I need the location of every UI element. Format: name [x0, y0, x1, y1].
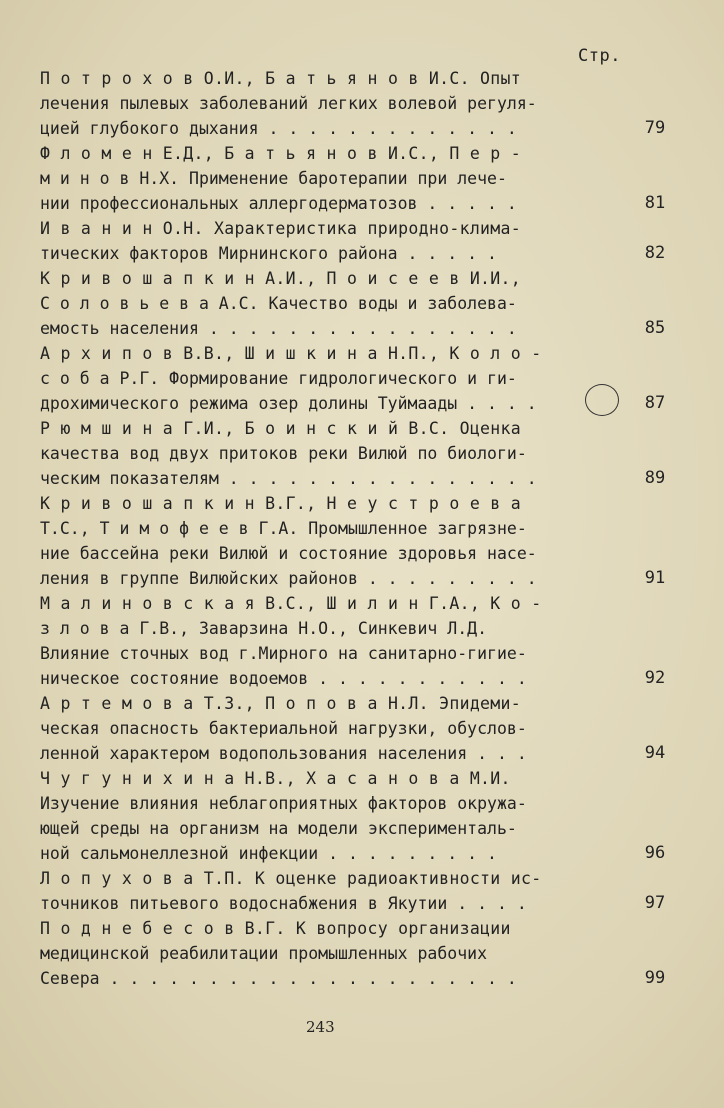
toc-entry-line: ническое состояние водоемов . . . . . . . . . . .	[40, 669, 527, 688]
toc-entry	[40, 691, 690, 766]
toc-entry-line: С о л о в ь е в а А.С. Качество воды и заболева-	[40, 294, 517, 313]
toc-entry-line: П о д н е б е с о в В.Г. К вопросу организации	[40, 919, 511, 938]
toc-entry-page: 91	[644, 568, 666, 588]
toc-entry	[40, 591, 690, 691]
toc-entry-line: лечения пылевых заболеваний легких волевой регуля-	[40, 94, 537, 113]
toc-entry-page: 89	[644, 468, 666, 488]
toc-entry-line: дрохимического режима озер долины Туймаады . . . .	[40, 394, 537, 413]
toc-entry-line: Т.С., Т и м о ф е е в Г.А. Промышленное загрязне-	[40, 519, 527, 538]
toc-entry-line: м и н о в Н.Х. Применение баротерапии при лече-	[40, 169, 507, 188]
toc-entry-line: нии профессиональных аллергодерматозов . . . . .	[40, 194, 517, 213]
toc-entry-line: цией глубокого дыхания . . . . . . . . . . . . .	[40, 119, 517, 138]
toc-entry	[40, 141, 690, 216]
toc-entry-page: 94	[644, 743, 666, 763]
toc-entry-line: П о т р о х о в О.И., Б а т ь я н о в И.С. Опыт	[40, 69, 521, 88]
toc-entry-line: А р х и п о в В.В., Ш и ш к и н а Н.П., К о л о -	[40, 344, 542, 363]
toc-entry-line: Р ю м ш и н а Г.И., Б о и н с к и й В.С. Оценка	[40, 419, 521, 438]
toc-entry-line: точников питьевого водоснабжения в Якутии . . . .	[40, 894, 527, 913]
toc-entry-line: з л о в а Г.В., Заварзина Н.О., Синкевич Л.Д.	[40, 619, 488, 638]
toc-entry	[40, 866, 690, 916]
toc-entry-line: медицинской реабилитации промышленных рабочих	[40, 944, 488, 963]
handwritten-circle-mark	[585, 384, 619, 416]
toc-entry-line: Ч у г у н и х и н а Н.В., Х а с а н о в а М.И.	[40, 769, 511, 788]
toc-entry-page: 92	[644, 668, 666, 688]
toc-entry-line: качества вод двух притоков реки Вилюй по биологи-	[40, 444, 527, 463]
toc-entry-line: тических факторов Мирнинского района . . . . .	[40, 244, 497, 263]
toc-entry-line: Изучение влияния неблагоприятных факторов окружа-	[40, 794, 527, 813]
toc-entry-line: М а л и н о в с к а я В.С., Ш и л и н Г.А., К о -	[40, 594, 542, 613]
toc-entry-line: К р и в о ш а п к и н А.И., П о и с е е в И.И.,	[40, 269, 521, 288]
toc-entry-line: ческим показателям . . . . . . . . . . . . . . . .	[40, 469, 537, 488]
toc-entry-page: 85	[644, 318, 666, 338]
toc-entry-line: Ф л о м е н Е.Д., Б а т ь я н о в И.С., П е р -	[40, 144, 521, 163]
pages-column-header: Стр.	[578, 46, 621, 66]
toc-entry-line: Влияние сточных вод г.Мирного на санитарно-гигие-	[40, 644, 527, 663]
toc-entry-page: 82	[644, 243, 666, 263]
toc-entry-page: 96	[644, 843, 666, 863]
toc-entry-page: 99	[644, 968, 666, 988]
toc-entry-line: А р т е м о в а Т.З., П о п о в а Н.Л. Эпидеми-	[40, 694, 521, 713]
toc-entry-page: 87	[644, 393, 666, 413]
toc-entry-line: К р и в о ш а п к и н В.Г., Н е у с т р о е в а	[40, 494, 521, 513]
toc-entry-line: ющей среды на организм на модели эксперименталь-	[40, 819, 517, 838]
toc-entry	[40, 916, 690, 991]
toc-entry-line: ленной характером водопользования населения . . .	[40, 744, 527, 763]
toc-entry-line: ной сальмонеллезной инфекции . . . . . . . . .	[40, 844, 497, 863]
toc-entry-line: ления в группе Вилюйских районов . . . . . . . . .	[40, 569, 537, 588]
toc-entry-line: ческая опасность бактериальной нагрузки, обуслов-	[40, 719, 527, 738]
toc-entry-line: ние бассейна реки Вилюй и состояние здоровья насе-	[40, 544, 537, 563]
toc-entry	[40, 66, 690, 141]
toc-entry-line: емость населения . . . . . . . . . . . . . . . .	[40, 319, 517, 338]
toc-entry-page: 97	[644, 893, 666, 913]
toc-entry-line: И в а н и н О.Н. Характеристика природно-клима-	[40, 219, 521, 238]
page-number: 243	[306, 1018, 335, 1036]
toc-entry-line: с о б а Р.Г. Формирование гидрологического и ги-	[40, 369, 517, 388]
toc-entry-line: Л о п у х о в а Т.П. К оценке радиоактивности ис-	[40, 869, 542, 888]
toc-entry	[40, 491, 690, 591]
toc-entry	[40, 416, 690, 491]
toc-entry-page: 79	[644, 118, 666, 138]
toc-entry-line: Севера . . . . . . . . . . . . . . . . . . . . .	[40, 969, 517, 988]
toc-entry	[40, 216, 690, 266]
toc-entry-page: 81	[644, 193, 666, 213]
toc-entry	[40, 766, 690, 866]
toc-entry	[40, 266, 690, 341]
